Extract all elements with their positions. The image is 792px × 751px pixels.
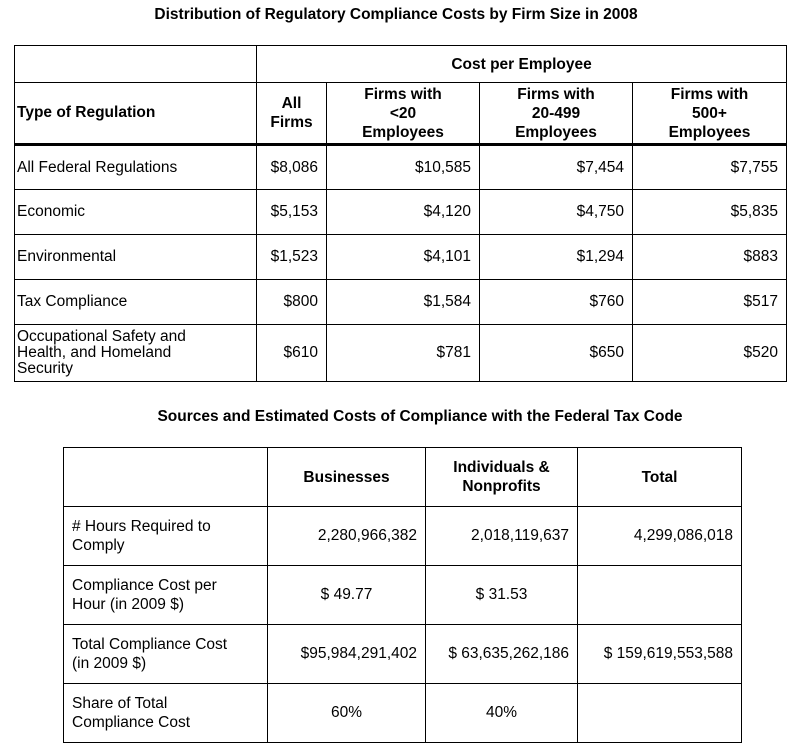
cell-firms-20-499: $760 xyxy=(480,280,633,325)
header-line: Firms with xyxy=(364,85,442,103)
table2-title: Sources and Estimated Costs of Compliance with the Federal Tax Code xyxy=(157,408,683,425)
row-header-type-of-regulation: Type of Regulation xyxy=(15,83,257,145)
table-row xyxy=(15,145,787,190)
row-label xyxy=(64,625,268,684)
header-line: All xyxy=(281,95,302,112)
cell-all-firms: $5,153 xyxy=(257,190,327,235)
table-row xyxy=(64,566,742,625)
cell-businesses: 60% xyxy=(268,684,426,743)
header-line: Individuals & xyxy=(453,459,550,476)
cell-firms-under-20: $781 xyxy=(327,325,480,382)
cell-firms-under-20: $4,101 xyxy=(327,235,480,280)
table-row xyxy=(64,684,742,743)
table-row xyxy=(15,235,787,280)
compliance-costs-by-firm-size-table xyxy=(14,45,787,382)
cell-firms-20-499: $7,454 xyxy=(480,145,633,190)
cell-firms-500-plus: $883 xyxy=(633,235,787,280)
cell-firms-500-plus: $5,835 xyxy=(633,190,787,235)
row-label-line: Compliance Cost per xyxy=(72,577,217,594)
header-line: <20 xyxy=(389,104,417,122)
cell-firms-500-plus: $7,755 xyxy=(633,145,787,190)
cell-firms-500-plus: $517 xyxy=(633,280,787,325)
cell-all-firms: $800 xyxy=(257,280,327,325)
cell-individuals-nonprofits: $ 31.53 xyxy=(426,566,578,625)
cell-all-firms: $8,086 xyxy=(257,145,327,190)
cell-firms-20-499: $650 xyxy=(480,325,633,382)
table-row xyxy=(15,190,787,235)
table-row xyxy=(64,625,742,684)
cell-firms-under-20: $1,584 xyxy=(327,280,480,325)
cell-firms-500-plus: $520 xyxy=(633,325,787,382)
row-label: All Federal Regulations xyxy=(15,145,257,190)
row-label xyxy=(15,325,257,382)
table-row xyxy=(15,280,787,325)
column-header-all-firms xyxy=(257,83,327,145)
row-label-line: Compliance Cost xyxy=(72,714,191,731)
cell-businesses: 2,280,966,382 xyxy=(268,507,426,566)
header-line: Employees xyxy=(515,123,597,141)
cell-individuals-nonprofits: 2,018,119,637 xyxy=(426,507,578,566)
header-line: 20-499 xyxy=(531,104,581,122)
header-line: 500+ xyxy=(692,104,727,122)
column-header-firms-under-20 xyxy=(327,83,480,145)
cell-all-firms: $1,523 xyxy=(257,235,327,280)
column-header-firms-20-499 xyxy=(480,83,633,145)
cell-businesses: $ 49.77 xyxy=(268,566,426,625)
cell-businesses: $95,984,291,402 xyxy=(268,625,426,684)
cell-total xyxy=(578,684,742,743)
row-label xyxy=(64,566,268,625)
group-header-cost-per-employee: Cost per Employee xyxy=(257,46,787,83)
header-blank-cell xyxy=(15,46,257,83)
cell-firms-under-20: $10,585 xyxy=(327,145,480,190)
row-label-line: Hour (in 2009 $) xyxy=(72,596,185,613)
cell-all-firms: $610 xyxy=(257,325,327,382)
table-row xyxy=(64,507,742,566)
column-header-businesses: Businesses xyxy=(268,448,426,507)
row-label-line: Occupational Safety and xyxy=(17,328,186,345)
cell-firms-under-20: $4,120 xyxy=(327,190,480,235)
row-label-line: Total Compliance Cost xyxy=(72,636,228,653)
cell-total xyxy=(578,566,742,625)
header-line: Firms with xyxy=(517,85,595,103)
cell-total: $ 159,619,553,588 xyxy=(578,625,742,684)
table1-title: Distribution of Regulatory Compliance Costs by Firm Size in 2008 xyxy=(154,6,638,23)
cell-total: 4,299,086,018 xyxy=(578,507,742,566)
column-header-total: Total xyxy=(578,448,742,507)
row-label: Economic xyxy=(15,190,257,235)
column-header-individuals-nonprofits xyxy=(426,448,578,507)
cell-firms-20-499: $4,750 xyxy=(480,190,633,235)
header-line: Nonprofits xyxy=(462,478,541,495)
header-line: Firms with xyxy=(670,85,749,103)
row-label-line: Comply xyxy=(72,537,125,554)
row-label xyxy=(64,507,268,566)
column-header-firms-500-plus xyxy=(633,83,787,145)
row-label: Environmental xyxy=(15,235,257,280)
header-line: Firms xyxy=(270,114,313,131)
row-label xyxy=(64,684,268,743)
cell-individuals-nonprofits: $ 63,635,262,186 xyxy=(426,625,578,684)
cell-individuals-nonprofits: 40% xyxy=(426,684,578,743)
cell-firms-20-499: $1,294 xyxy=(480,235,633,280)
table-row xyxy=(15,325,787,382)
tax-code-compliance-costs-table xyxy=(63,447,742,743)
header-line: Employees xyxy=(668,123,751,141)
header-blank-cell xyxy=(64,448,268,507)
row-label-line: (in 2009 $) xyxy=(72,655,147,672)
header-line: Employees xyxy=(362,123,444,141)
row-label-line: Security xyxy=(17,360,73,377)
row-label-line: # Hours Required to xyxy=(72,518,211,535)
row-label: Tax Compliance xyxy=(15,280,257,325)
row-label-line: Health, and Homeland xyxy=(17,344,172,361)
row-label-line: Share of Total xyxy=(72,695,168,712)
